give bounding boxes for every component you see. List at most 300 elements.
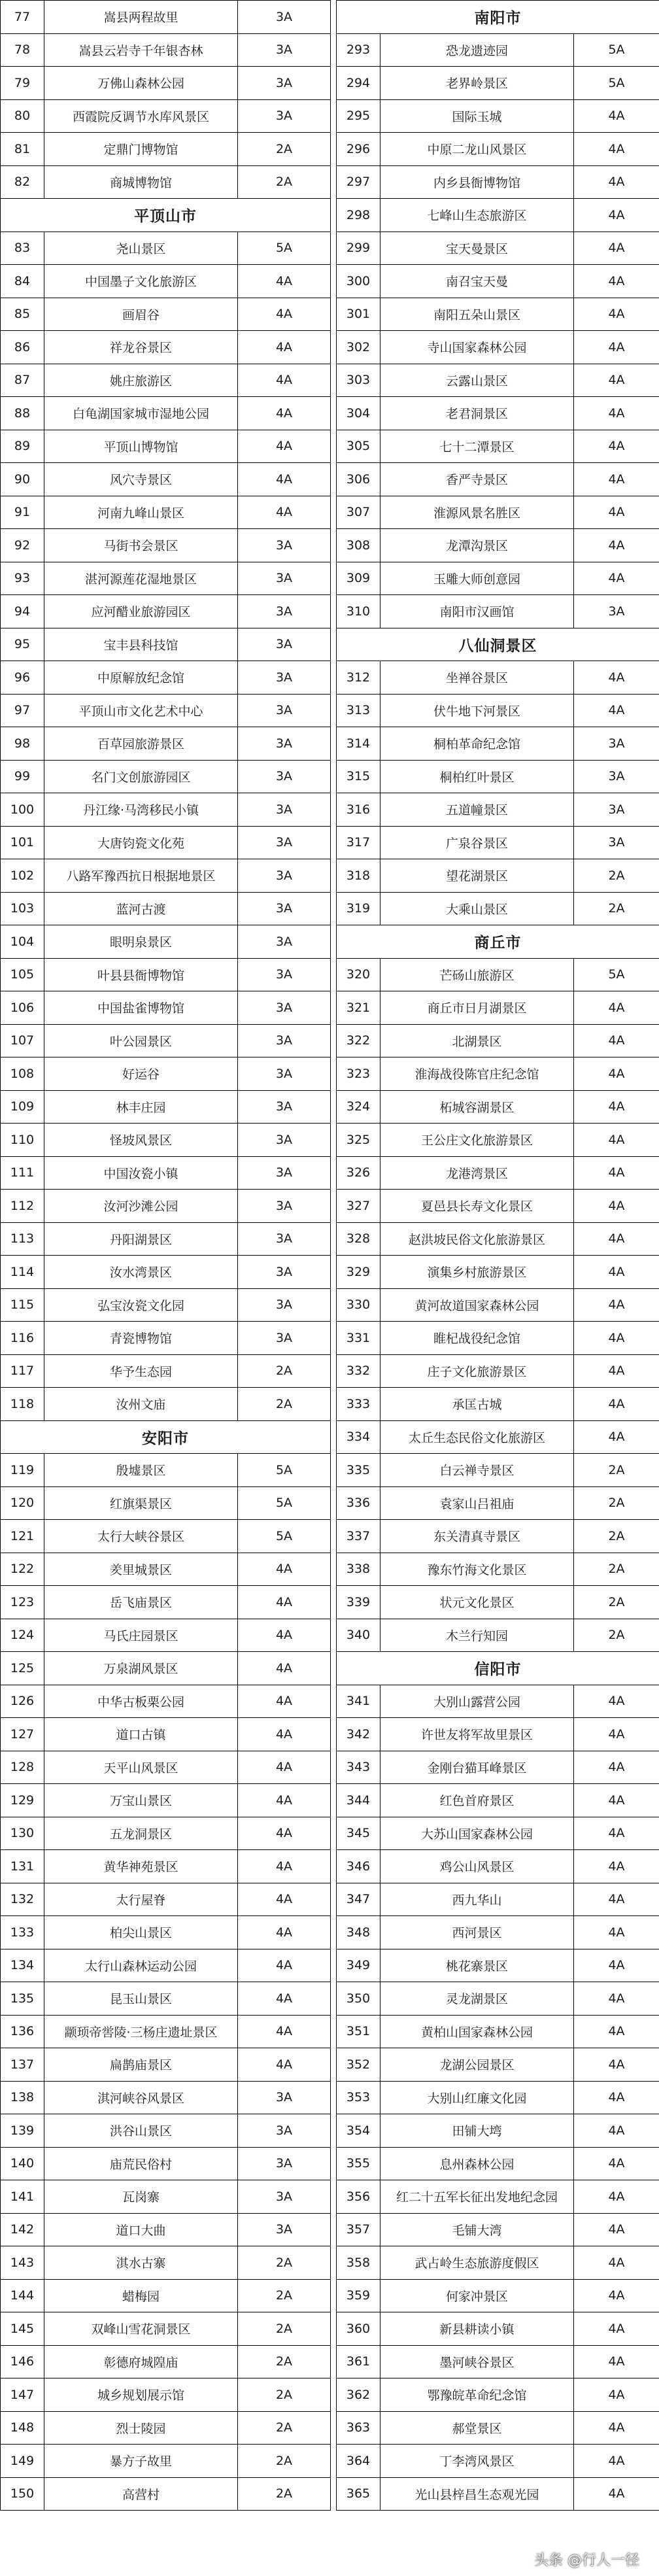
right-number-cell: 318 <box>337 859 380 893</box>
table-row <box>1 727 659 761</box>
column-gap <box>331 2246 337 2280</box>
left-number-cell: 134 <box>1 1949 44 1982</box>
right-name-cell: 演集乡村旅游景区 <box>380 1256 574 1289</box>
column-gap <box>331 232 337 265</box>
right-grade-cell: 4A <box>574 1784 659 1817</box>
right-name-cell: 国际玉城 <box>380 99 574 133</box>
right-number-cell: 301 <box>337 298 380 331</box>
left-grade-cell: 3A <box>238 859 331 893</box>
table-row <box>1 1190 659 1223</box>
right-number-cell: 354 <box>337 2114 380 2148</box>
column-gap <box>331 1090 337 1124</box>
right-grade-cell: 4A <box>574 133 659 166</box>
right-grade-cell: 4A <box>574 1124 659 1157</box>
left-name-cell: 宝丰县科技馆 <box>44 628 238 661</box>
right-number-cell: 319 <box>337 892 380 925</box>
table-row <box>1 826 659 859</box>
column-gap <box>331 33 337 67</box>
left-grade-cell: 4A <box>238 1784 331 1817</box>
left-grade-cell: 5A <box>238 232 331 265</box>
right-name-cell: 袁家山吕祖庙 <box>380 1486 574 1520</box>
right-grade-cell: 4A <box>574 331 659 364</box>
right-grade-cell: 3A <box>574 760 659 793</box>
left-number-cell: 83 <box>1 232 44 265</box>
right-name-cell: 鸡公山风景区 <box>380 1850 574 1883</box>
left-name-cell: 彰德府城隍庙 <box>44 2345 238 2379</box>
left-name-cell: 湛河源莲花湿地景区 <box>44 562 238 595</box>
right-grade-cell: 4A <box>574 1024 659 1057</box>
right-grade-cell: 4A <box>574 1090 659 1124</box>
left-name-cell: 高营村 <box>44 2477 238 2511</box>
right-name-cell: 老君洞景区 <box>380 397 574 430</box>
right-number-cell: 340 <box>337 1619 380 1652</box>
right-grade-cell: 4A <box>574 694 659 727</box>
column-gap <box>331 2411 337 2445</box>
left-number-cell: 127 <box>1 1718 44 1751</box>
table-row <box>1 133 659 166</box>
left-number-cell: 77 <box>1 1 44 34</box>
right-name-cell: 红色首府景区 <box>380 1784 574 1817</box>
left-name-cell: 马氏庄园景区 <box>44 1619 238 1652</box>
left-grade-cell: 3A <box>238 595 331 628</box>
left-grade-cell: 3A <box>238 2147 331 2180</box>
right-name-cell: 大乘山景区 <box>380 892 574 925</box>
column-gap <box>331 628 337 661</box>
left-number-cell: 111 <box>1 1156 44 1190</box>
left-name-cell: 风穴寺景区 <box>44 463 238 496</box>
table-row <box>1 1520 659 1553</box>
right-grade-cell: 2A <box>574 1454 659 1487</box>
table-row <box>1 165 659 199</box>
left-name-cell: 嵩县云岩寺千年银杏林 <box>44 33 238 67</box>
table-row <box>1 1222 659 1256</box>
left-grade-cell: 4A <box>238 298 331 331</box>
left-number-cell: 149 <box>1 2445 44 2478</box>
left-number-cell: 85 <box>1 298 44 331</box>
right-name-cell: 香严寺景区 <box>380 463 574 496</box>
left-grade-cell: 4A <box>238 1916 331 1949</box>
right-grade-cell: 4A <box>574 1256 659 1289</box>
left-grade-cell: 3A <box>238 826 331 859</box>
left-grade-cell: 2A <box>238 2379 331 2412</box>
right-number-cell: 363 <box>337 2411 380 2445</box>
left-name-cell: 青瓷博物馆 <box>44 1322 238 1355</box>
right-city-header: 商丘市 <box>337 925 659 959</box>
right-grade-cell: 4A <box>574 529 659 562</box>
right-name-cell: 桐柏红叶景区 <box>380 760 574 793</box>
column-gap <box>331 1222 337 1256</box>
column-gap <box>331 397 337 430</box>
left-grade-cell: 3A <box>238 793 331 827</box>
right-grade-cell: 4A <box>574 232 659 265</box>
right-grade-cell: 4A <box>574 99 659 133</box>
table-row <box>1 298 659 331</box>
right-grade-cell: 4A <box>574 1817 659 1850</box>
right-number-cell: 353 <box>337 2081 380 2114</box>
right-name-cell: 广泉谷景区 <box>380 826 574 859</box>
table-row <box>1 397 659 430</box>
left-name-cell: 暴方子故里 <box>44 2445 238 2478</box>
table-row <box>1 67 659 100</box>
right-name-cell: 桃花寨景区 <box>380 1949 574 1982</box>
left-number-cell: 126 <box>1 1685 44 1718</box>
column-gap <box>331 1256 337 1289</box>
left-name-cell: 万佛山森林公园 <box>44 67 238 100</box>
left-grade-cell: 3A <box>238 727 331 761</box>
right-number-cell: 307 <box>337 496 380 529</box>
left-number-cell: 79 <box>1 67 44 100</box>
left-number-cell: 140 <box>1 2147 44 2180</box>
table-row <box>1 991 659 1025</box>
column-gap <box>331 1354 337 1388</box>
right-name-cell: 田铺大塆 <box>380 2114 574 2148</box>
left-name-cell: 汝河沙滩公园 <box>44 1190 238 1223</box>
right-name-cell: 状元文化景区 <box>380 1586 574 1619</box>
right-grade-cell: 4A <box>574 2015 659 2048</box>
right-grade-cell: 4A <box>574 1156 659 1190</box>
left-grade-cell: 2A <box>238 2312 331 2346</box>
right-name-cell: 寺山国家森林公园 <box>380 331 574 364</box>
left-name-cell: 汝水湾景区 <box>44 1256 238 1289</box>
right-name-cell: 内乡县衙博物馆 <box>380 165 574 199</box>
right-number-cell: 321 <box>337 991 380 1025</box>
right-number-cell: 361 <box>337 2345 380 2379</box>
column-gap <box>331 661 337 695</box>
table-row <box>1 1652 659 1685</box>
column-gap <box>331 826 337 859</box>
right-name-cell: 龙港湾景区 <box>380 1156 574 1190</box>
right-number-cell: 293 <box>337 33 380 67</box>
left-grade-cell: 4A <box>238 1619 331 1652</box>
left-name-cell: 平顶山博物馆 <box>44 430 238 463</box>
column-gap <box>331 727 337 761</box>
left-name-cell: 西霞院反调节水库风景区 <box>44 99 238 133</box>
right-number-cell: 349 <box>337 1949 380 1982</box>
left-grade-cell: 4A <box>238 2015 331 2048</box>
left-name-cell: 尧山景区 <box>44 232 238 265</box>
right-number-cell: 316 <box>337 793 380 827</box>
right-name-cell: 玉雕大师创意园 <box>380 562 574 595</box>
left-grade-cell: 3A <box>238 958 331 991</box>
column-gap <box>331 892 337 925</box>
right-number-cell: 351 <box>337 2015 380 2048</box>
right-grade-cell: 4A <box>574 2114 659 2148</box>
right-name-cell: 西九华山 <box>380 1883 574 1916</box>
column-gap <box>331 165 337 199</box>
table-row <box>1 1322 659 1355</box>
table-row <box>1 1 659 34</box>
right-number-cell: 322 <box>337 1024 380 1057</box>
right-name-cell: 灵龙湖景区 <box>380 1982 574 2016</box>
right-number-cell: 355 <box>337 2147 380 2180</box>
column-gap <box>331 1288 337 1322</box>
left-number-cell: 99 <box>1 760 44 793</box>
left-name-cell: 道口大曲 <box>44 2213 238 2246</box>
table-row <box>1 99 659 133</box>
left-name-cell: 中国墨子文化旅游区 <box>44 265 238 298</box>
right-grade-cell: 4A <box>574 298 659 331</box>
column-gap <box>331 925 337 959</box>
left-grade-cell: 3A <box>238 2114 331 2148</box>
right-name-cell: 五道幢景区 <box>380 793 574 827</box>
left-name-cell: 岳飞庙景区 <box>44 1586 238 1619</box>
right-number-cell: 331 <box>337 1322 380 1355</box>
left-name-cell: 万宝山景区 <box>44 1784 238 1817</box>
right-grade-cell: 4A <box>574 1883 659 1916</box>
right-name-cell: 恐龙遗迹园 <box>380 33 574 67</box>
table-row <box>1 2312 659 2346</box>
left-number-cell: 121 <box>1 1520 44 1553</box>
left-name-cell: 中原解放纪念馆 <box>44 661 238 695</box>
right-number-cell: 342 <box>337 1718 380 1751</box>
right-grade-cell: 4A <box>574 562 659 595</box>
right-name-cell: 淮海战役陈官庄纪念馆 <box>380 1057 574 1091</box>
right-name-cell: 赵洪坡民俗文化旅游景区 <box>380 1222 574 1256</box>
table-row <box>1 1024 659 1057</box>
left-name-cell: 应河醋业旅游园区 <box>44 595 238 628</box>
left-city-header: 安阳市 <box>1 1420 331 1454</box>
table-row <box>1 1420 659 1454</box>
left-number-cell: 101 <box>1 826 44 859</box>
left-number-cell: 143 <box>1 2246 44 2280</box>
right-number-cell: 360 <box>337 2312 380 2346</box>
table-row <box>1 1784 659 1817</box>
column-gap <box>331 298 337 331</box>
right-name-cell: 商丘市日月湖景区 <box>380 991 574 1025</box>
left-grade-cell: 5A <box>238 1486 331 1520</box>
left-number-cell: 123 <box>1 1586 44 1619</box>
column-gap <box>331 1883 337 1916</box>
right-name-cell: 云露山景区 <box>380 364 574 397</box>
left-number-cell: 95 <box>1 628 44 661</box>
column-gap <box>331 529 337 562</box>
right-number-cell: 329 <box>337 1256 380 1289</box>
left-grade-cell: 4A <box>238 1751 331 1784</box>
left-number-cell: 141 <box>1 2180 44 2214</box>
column-gap <box>331 331 337 364</box>
right-number-cell: 336 <box>337 1486 380 1520</box>
left-grade-cell: 2A <box>238 2411 331 2445</box>
right-number-cell: 346 <box>337 1850 380 1883</box>
right-grade-cell: 5A <box>574 33 659 67</box>
right-number-cell: 308 <box>337 529 380 562</box>
left-grade-cell: 3A <box>238 892 331 925</box>
right-grade-cell: 4A <box>574 265 659 298</box>
left-number-cell: 147 <box>1 2379 44 2412</box>
column-gap <box>331 1057 337 1091</box>
column-gap <box>331 2477 337 2511</box>
left-grade-cell: 4A <box>238 1652 331 1685</box>
right-grade-cell: 4A <box>574 199 659 232</box>
right-name-cell: 老界岭景区 <box>380 67 574 100</box>
left-number-cell: 93 <box>1 562 44 595</box>
right-number-cell: 325 <box>337 1124 380 1157</box>
right-number-cell: 356 <box>337 2180 380 2214</box>
table-row <box>1 1619 659 1652</box>
right-grade-cell: 4A <box>574 1288 659 1322</box>
right-number-cell: 327 <box>337 1190 380 1223</box>
left-grade-cell: 4A <box>238 2048 331 2082</box>
right-number-cell: 312 <box>337 661 380 695</box>
column-gap <box>331 1685 337 1718</box>
left-number-cell: 129 <box>1 1784 44 1817</box>
column-gap <box>331 2147 337 2180</box>
right-grade-cell: 4A <box>574 2345 659 2379</box>
left-name-cell: 嵩县两程故里 <box>44 1 238 34</box>
right-grade-cell: 4A <box>574 496 659 529</box>
column-gap <box>331 463 337 496</box>
left-number-cell: 80 <box>1 99 44 133</box>
column-gap <box>331 2345 337 2379</box>
left-name-cell: 太行屋脊 <box>44 1883 238 1916</box>
left-number-cell: 84 <box>1 265 44 298</box>
left-name-cell: 红旗渠景区 <box>44 1486 238 1520</box>
left-name-cell: 蓝河古渡 <box>44 892 238 925</box>
right-name-cell: 白云禅寺景区 <box>380 1454 574 1487</box>
right-number-cell: 323 <box>337 1057 380 1091</box>
right-name-cell: 大别山露营公园 <box>380 1685 574 1718</box>
right-name-cell: 光山县梓昌生态观光园 <box>380 2477 574 2511</box>
table-row <box>1 2345 659 2379</box>
left-grade-cell: 2A <box>238 1354 331 1388</box>
left-name-cell: 道口古镇 <box>44 1718 238 1751</box>
column-gap <box>331 1784 337 1817</box>
table-row <box>1 1586 659 1619</box>
left-grade-cell: 4A <box>238 265 331 298</box>
left-name-cell: 中国汝瓷小镇 <box>44 1156 238 1190</box>
right-name-cell: 睢杞战役纪念馆 <box>380 1322 574 1355</box>
right-number-cell: 309 <box>337 562 380 595</box>
right-number-cell: 348 <box>337 1916 380 1949</box>
left-number-cell: 81 <box>1 133 44 166</box>
column-gap <box>331 2213 337 2246</box>
right-name-cell: 武占岭生态旅游度假区 <box>380 2246 574 2280</box>
right-number-cell: 297 <box>337 165 380 199</box>
left-number-cell: 146 <box>1 2345 44 2379</box>
right-name-cell: 黄河故道国家森林公园 <box>380 1288 574 1322</box>
left-grade-cell: 2A <box>238 2246 331 2280</box>
column-gap <box>331 265 337 298</box>
left-grade-cell: 2A <box>238 165 331 199</box>
right-number-cell: 357 <box>337 2213 380 2246</box>
column-gap <box>331 133 337 166</box>
table-row <box>1 2411 659 2445</box>
table-row <box>1 793 659 827</box>
right-grade-cell: 4A <box>574 430 659 463</box>
table-row <box>1 331 659 364</box>
column-gap <box>331 2114 337 2148</box>
column-gap <box>331 793 337 827</box>
table-row <box>1 1817 659 1850</box>
table-row <box>1 892 659 925</box>
left-number-cell: 86 <box>1 331 44 364</box>
table-row <box>1 1124 659 1157</box>
right-name-cell: 太丘生态民俗文化旅游区 <box>380 1420 574 1454</box>
left-name-cell: 眼明泉景区 <box>44 925 238 959</box>
right-name-cell: 许世友将军故里景区 <box>380 1718 574 1751</box>
table-row <box>1 1553 659 1586</box>
column-gap <box>331 2180 337 2214</box>
table-row <box>1 1388 659 1421</box>
right-number-cell: 365 <box>337 2477 380 2511</box>
left-name-cell: 怪坡风景区 <box>44 1124 238 1157</box>
right-name-cell: 东关清真寺景区 <box>380 1520 574 1553</box>
left-name-cell: 淇水古寨 <box>44 2246 238 2280</box>
table-row <box>1 1090 659 1124</box>
left-grade-cell: 3A <box>238 2081 331 2114</box>
table-row <box>1 628 659 661</box>
left-grade-cell: 3A <box>238 628 331 661</box>
right-number-cell: 306 <box>337 463 380 496</box>
table-row <box>1 859 659 893</box>
right-number-cell: 350 <box>337 1982 380 2016</box>
table-row <box>1 1916 659 1949</box>
left-grade-cell: 5A <box>238 1520 331 1553</box>
table-row <box>1 958 659 991</box>
left-number-cell: 87 <box>1 364 44 397</box>
table-row <box>1 1982 659 2016</box>
left-grade-cell: 3A <box>238 1024 331 1057</box>
right-grade-cell: 4A <box>574 1420 659 1454</box>
left-name-cell: 柏尖山景区 <box>44 1916 238 1949</box>
column-gap <box>331 430 337 463</box>
right-number-cell: 303 <box>337 364 380 397</box>
left-grade-cell: 3A <box>238 694 331 727</box>
right-grade-cell: 4A <box>574 2180 659 2214</box>
right-name-cell: 金刚台猫耳峰景区 <box>380 1751 574 1784</box>
right-name-cell: 坐禅谷景区 <box>380 661 574 695</box>
left-name-cell: 平顶山市文化艺术中心 <box>44 694 238 727</box>
right-grade-cell: 2A <box>574 859 659 893</box>
right-grade-cell: 4A <box>574 2081 659 2114</box>
right-number-cell: 345 <box>337 1817 380 1850</box>
table-row <box>1 2015 659 2048</box>
right-name-cell: 墨河峡谷景区 <box>380 2345 574 2379</box>
column-gap <box>331 859 337 893</box>
column-gap <box>331 1520 337 1553</box>
right-number-cell: 347 <box>337 1883 380 1916</box>
left-grade-cell: 3A <box>238 2180 331 2214</box>
left-name-cell: 烈士陵园 <box>44 2411 238 2445</box>
left-name-cell: 扁鹊庙景区 <box>44 2048 238 2082</box>
left-number-cell: 142 <box>1 2213 44 2246</box>
left-name-cell: 弘宝汝瓷文化园 <box>44 1288 238 1322</box>
table-row <box>1 2477 659 2511</box>
right-grade-cell: 4A <box>574 2246 659 2280</box>
left-grade-cell: 4A <box>238 331 331 364</box>
left-number-cell: 115 <box>1 1288 44 1322</box>
left-number-cell: 124 <box>1 1619 44 1652</box>
right-grade-cell: 4A <box>574 1057 659 1091</box>
right-city-header: 信阳市 <box>337 1652 659 1685</box>
table-row <box>1 2246 659 2280</box>
left-name-cell: 百草园旅游景区 <box>44 727 238 761</box>
left-name-cell: 中华古板栗公园 <box>44 1685 238 1718</box>
left-grade-cell: 2A <box>238 2345 331 2379</box>
right-number-cell: 295 <box>337 99 380 133</box>
column-gap <box>331 1916 337 1949</box>
column-gap <box>331 364 337 397</box>
right-grade-cell: 2A <box>574 1553 659 1586</box>
column-gap <box>331 2279 337 2312</box>
table-row <box>1 595 659 628</box>
left-name-cell: 太行大峡谷景区 <box>44 1520 238 1553</box>
column-gap <box>331 1 337 34</box>
table-row <box>1 232 659 265</box>
right-number-cell: 317 <box>337 826 380 859</box>
right-name-cell: 王公庄文化旅游景区 <box>380 1124 574 1157</box>
left-number-cell: 102 <box>1 859 44 893</box>
